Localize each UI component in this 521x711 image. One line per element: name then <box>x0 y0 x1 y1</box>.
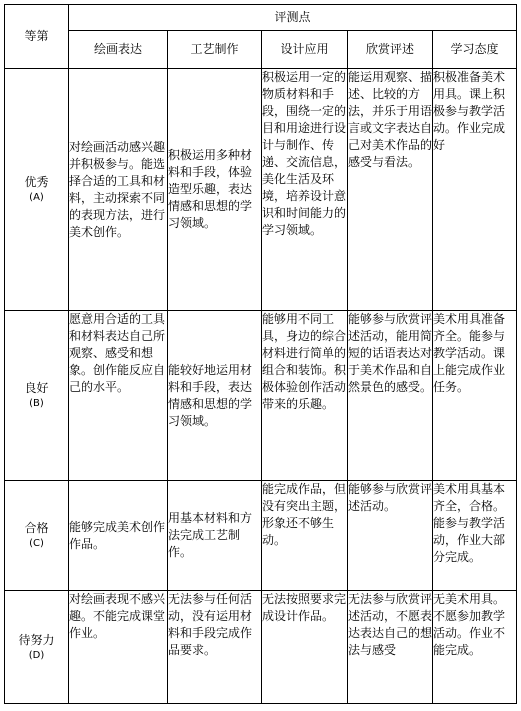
grade-code: (B) <box>29 398 44 409</box>
cell-appreciation: 能运用观察、描述、比较的方法，并乐于用语言或文字表达自己对美术作品的感受与看法。 <box>348 69 433 311</box>
grade-code: (D) <box>28 649 45 661</box>
evaluation-rubric-table <box>4 4 517 704</box>
grade-cell <box>5 311 69 481</box>
cell-attitude: 无美术用具。不愿参加教学活动。作业不能完成。 <box>433 591 517 704</box>
header-design-application: 设计应用 <box>262 31 348 69</box>
cell-craft: 无法参与任何活动，没有运用材料和手段完成作品要求。 <box>168 591 262 704</box>
cell-attitude: 积极准备美术用具。课上积极参与教学活动。作业完成好 <box>433 69 517 311</box>
grade-cell <box>5 69 69 311</box>
grade-label: 待努力 <box>18 632 55 647</box>
cell-drawing: 愿意用合适的工具和材料表达自己所观察、感受和想象。创作能反应自己的水平。 <box>69 311 168 481</box>
cell-appreciation: 能够参与欣赏评述活动。 <box>348 481 433 591</box>
cell-drawing: 对绘画活动感兴趣并积极参与。能选择合适的工具和材料，主动探索不同的表现方法，进行美术创作。 <box>69 69 168 311</box>
cell-design: 能完成作品，但没有突出主题，形象还不够生动。 <box>262 481 348 591</box>
grade-label: 优秀 <box>24 175 49 189</box>
header-appreciation-review: 欣赏评述 <box>348 31 433 69</box>
table-row-good <box>5 311 517 481</box>
cell-design: 无法按照要求完成设计作品。 <box>262 591 348 704</box>
header-row-top <box>5 5 517 31</box>
table-row-needs-effort <box>5 591 517 704</box>
grade-code: (A) <box>29 192 44 203</box>
header-row-columns <box>5 31 517 69</box>
header-learning-attitude: 学习态度 <box>433 31 517 69</box>
cell-drawing: 能够完成美术创作作品。 <box>69 481 168 591</box>
grade-cell <box>5 481 69 591</box>
header-craft-making: 工艺制作 <box>168 31 262 69</box>
table-row-pass <box>5 481 517 591</box>
cell-attitude: 美术用具基本齐全，合格。能参与教学活动，作业大部分完成。 <box>433 481 517 591</box>
cell-drawing: 对绘画表现不感兴趣。不能完成课堂作业。 <box>69 591 168 704</box>
header-evaluation-points: 评测点 <box>69 5 517 31</box>
table-row-excellent <box>5 69 517 311</box>
grade-code: (C) <box>29 538 44 549</box>
cell-design: 积极运用一定的物质材料和手段，围绕一定的目和用途进行设计与制作、传递、交流信息，美化生活及环境，培养设计意识和时间能力的学习领域。 <box>262 69 348 311</box>
grade-label: 合格 <box>24 521 49 535</box>
header-drawing-expression: 绘画表达 <box>69 31 168 69</box>
grade-cell <box>5 591 69 704</box>
grade-label: 良好 <box>24 381 49 395</box>
cell-appreciation: 无法参与欣赏评述活动，不愿表达表达自己的想法与感受 <box>348 591 433 704</box>
cell-craft: 用基本材料和方法完成工艺制作。 <box>168 481 262 591</box>
cell-craft: 能较好地运用材料和手段，表达情感和思想的学习领域。 <box>168 311 262 481</box>
header-grade: 等第 <box>5 5 69 69</box>
cell-appreciation: 能够参与欣赏评述活动，能用简短的话语表达对于美术作品和自然景色的感受。 <box>348 311 433 481</box>
cell-craft: 积极运用多种材料和手段，体验造型乐趣，表达情感和思想的学习领域。 <box>168 69 262 311</box>
cell-attitude: 美术用具准备齐全。能参与教学活动。课上能完成作业任务。 <box>433 311 517 481</box>
cell-design: 能够用不同工具，身边的综合材料进行简单的组合和装饰。积极体验创作活动带来的乐趣。 <box>262 311 348 481</box>
